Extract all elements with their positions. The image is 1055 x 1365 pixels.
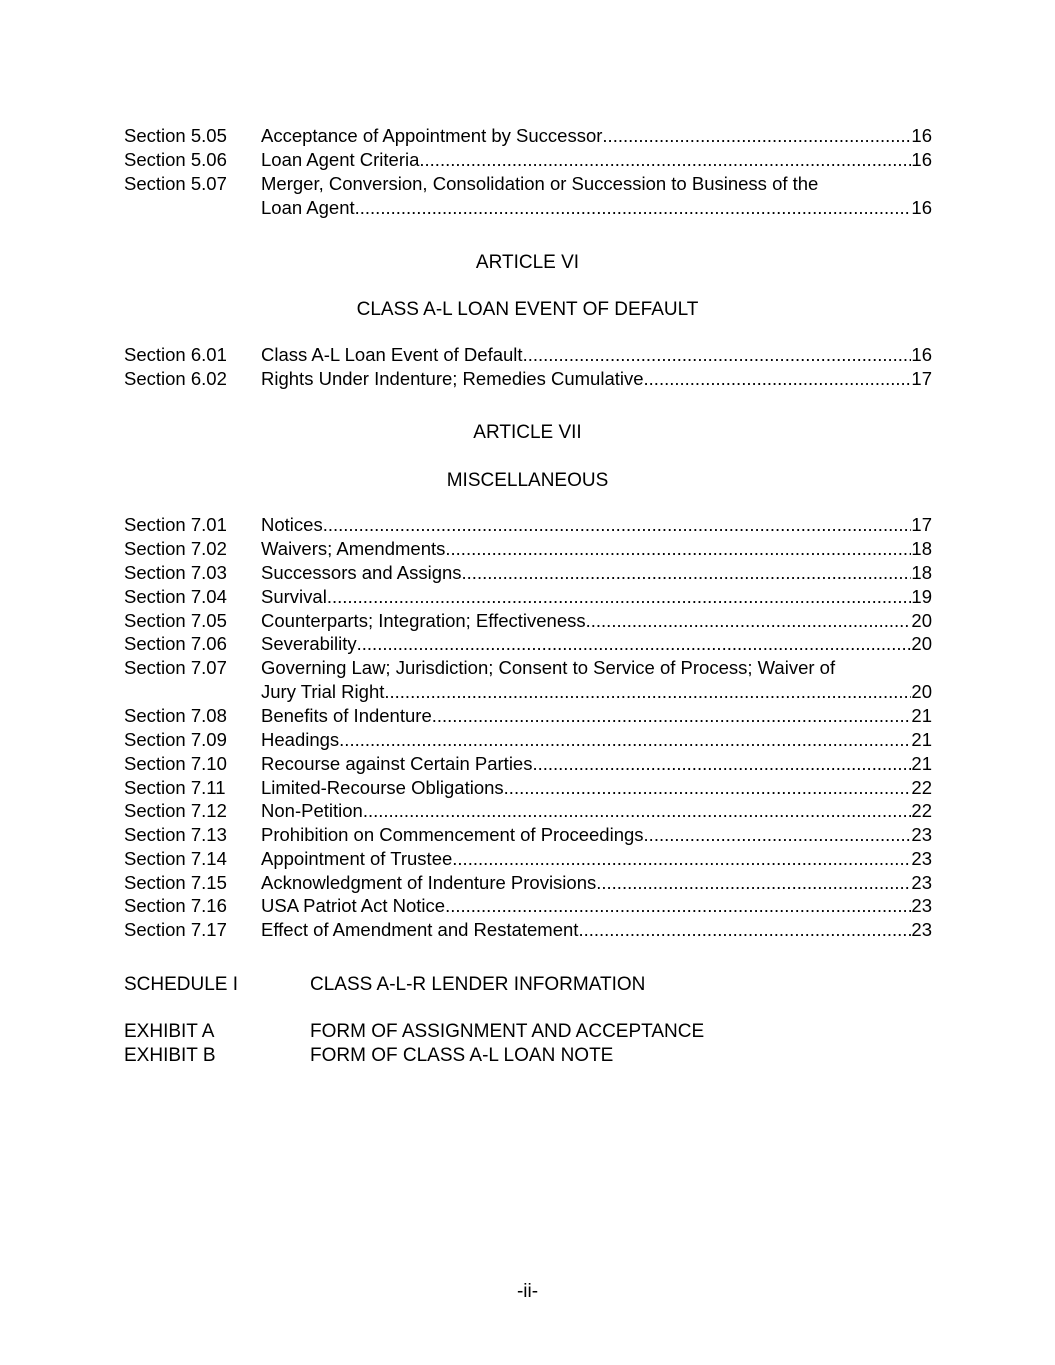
page-number: 23 (911, 848, 932, 869)
dot-leader (644, 823, 912, 847)
section-title: USA Patriot Act Notice (261, 895, 446, 916)
page-number: 21 (911, 705, 932, 726)
schedule-title: CLASS A-L-R LENDER INFORMATION (310, 974, 646, 995)
section-number: Section 7.13 (124, 824, 227, 845)
section-number: Section 5.05 (124, 125, 227, 146)
section-number: Section 7.17 (124, 919, 227, 940)
section-number: Section 7.02 (124, 538, 227, 559)
page-number: 20 (911, 633, 932, 654)
section-title: Recourse against Certain Parties (261, 753, 533, 774)
section-number: Section 7.03 (124, 562, 227, 583)
section-title: Appointment of Trustee (261, 848, 453, 869)
section-number: Section 6.02 (124, 368, 227, 389)
article-heading: ARTICLE VI (475, 252, 580, 273)
dot-leader (504, 776, 912, 800)
exhibit-title: FORM OF CLASS A-L LOAN NOTE (310, 1045, 614, 1066)
dot-leader (363, 799, 912, 823)
section-title: Acknowledgment of Indenture Provisions (261, 872, 597, 893)
dot-leader (578, 918, 911, 942)
dot-leader (339, 728, 911, 752)
toc-entry[interactable] (124, 585, 932, 609)
page-number: 19 (911, 586, 932, 607)
page-number: 16 (911, 197, 932, 218)
section-title: Survival (261, 586, 327, 607)
dot-leader (532, 752, 911, 776)
toc-entry[interactable] (124, 752, 932, 776)
toc-entry[interactable] (124, 656, 932, 680)
dot-leader (452, 847, 911, 871)
section-title: Waivers; Amendments (261, 538, 446, 559)
section-number: Section 5.07 (124, 173, 227, 194)
dot-leader (384, 680, 911, 704)
section-number: Section 5.06 (124, 149, 227, 170)
section-title: Effect of Amendment and Restatement (261, 919, 579, 940)
toc-entry[interactable] (124, 823, 932, 847)
section-title: Class A-L Loan Event of Default (261, 344, 523, 365)
article-subheading: CLASS A-L LOAN EVENT OF DEFAULT (356, 299, 699, 320)
toc-entry[interactable] (124, 894, 932, 918)
dot-leader (602, 124, 911, 148)
section-number: Section 7.06 (124, 633, 227, 654)
toc-entry[interactable] (124, 871, 932, 895)
exhibit-label: EXHIBIT B (124, 1045, 216, 1066)
toc-entry[interactable] (124, 561, 932, 585)
dot-leader (355, 196, 912, 220)
toc-entry[interactable] (124, 343, 932, 367)
section-title: Severability (261, 633, 357, 654)
section-title: Loan Agent (261, 197, 355, 218)
toc-entry[interactable] (124, 124, 932, 148)
section-number: Section 7.07 (124, 657, 227, 678)
toc-entry-continuation[interactable] (124, 196, 932, 220)
toc-entry[interactable] (124, 172, 932, 196)
page-number: 17 (911, 368, 932, 389)
dot-leader (644, 367, 912, 391)
exhibit-entry[interactable] (124, 1020, 932, 1044)
page-number: 22 (911, 777, 932, 798)
section-number: Section 7.01 (124, 514, 227, 535)
section-title: Counterparts; Integration; Effectiveness (261, 610, 586, 631)
toc-entry[interactable] (124, 728, 932, 752)
section-title: Limited-Recourse Obligations (261, 777, 504, 798)
article-subheading: MISCELLANEOUS (446, 470, 609, 491)
section-number: Section 7.14 (124, 848, 227, 869)
toc-entry[interactable] (124, 367, 932, 391)
section-title: Loan Agent Criteria (261, 149, 420, 170)
section-title: Benefits of Indenture (261, 705, 432, 726)
dot-leader (445, 894, 911, 918)
dot-leader (523, 343, 912, 367)
section-number: Section 7.09 (124, 729, 227, 750)
section-title: Successors and Assigns (261, 562, 462, 583)
dot-leader (462, 561, 912, 585)
dot-leader (432, 704, 912, 728)
section-title-line1: Governing Law; Jurisdiction; Consent to Service of Process; Waiver of (261, 657, 836, 678)
section-number: Section 6.01 (124, 344, 227, 365)
section-number: Section 7.10 (124, 753, 227, 774)
page-number: 18 (911, 562, 932, 583)
page-footer-number: -ii- (516, 1281, 539, 1302)
page-number: 22 (911, 800, 932, 821)
toc-entry[interactable] (124, 609, 932, 633)
dot-leader (586, 609, 912, 633)
section-title: Headings (261, 729, 340, 750)
section-title: Jury Trial Right (261, 681, 385, 702)
dot-leader (327, 585, 912, 609)
toc-entry[interactable] (124, 799, 932, 823)
schedule-entry[interactable] (124, 973, 932, 997)
page-number: 23 (911, 824, 932, 845)
page-number: 20 (911, 610, 932, 631)
page-number: 23 (911, 919, 932, 940)
dot-leader (596, 871, 911, 895)
exhibit-title: FORM OF ASSIGNMENT AND ACCEPTANCE (310, 1021, 705, 1042)
section-number: Section 7.05 (124, 610, 227, 631)
section-title: Acceptance of Appointment by Successor (261, 125, 603, 146)
section-title-line1: Merger, Conversion, Consolidation or Succession to Business of the (261, 173, 819, 194)
dot-leader (419, 148, 911, 172)
toc-entry[interactable] (124, 148, 932, 172)
page-number: 23 (911, 895, 932, 916)
section-number: Section 7.11 (124, 777, 226, 798)
toc-entry[interactable] (124, 918, 932, 942)
dot-leader (323, 513, 912, 537)
page-number: 20 (911, 681, 932, 702)
toc-entry[interactable] (124, 632, 932, 656)
section-number: Section 7.15 (124, 872, 227, 893)
page-number: 21 (911, 753, 932, 774)
toc-entry[interactable] (124, 776, 932, 800)
section-title: Non-Petition (261, 800, 363, 821)
page-number: 17 (911, 514, 932, 535)
page-number: 18 (911, 538, 932, 559)
page-number: 23 (911, 872, 932, 893)
toc-entry-continuation[interactable] (124, 680, 932, 704)
toc-entry[interactable] (124, 847, 932, 871)
page-number: 16 (911, 149, 932, 170)
toc-entry[interactable] (124, 513, 932, 537)
section-number: Section 7.16 (124, 895, 227, 916)
page-number: 16 (911, 125, 932, 146)
section-title: Notices (261, 514, 323, 535)
dot-leader (357, 632, 912, 656)
toc-entry[interactable] (124, 537, 932, 561)
article-heading: ARTICLE VII (473, 422, 582, 443)
toc-entry[interactable] (124, 704, 932, 728)
section-number: Section 7.12 (124, 800, 227, 821)
schedule-label: SCHEDULE I (124, 974, 239, 995)
section-title: Rights Under Indenture; Remedies Cumulative (261, 368, 644, 389)
section-title: Prohibition on Commencement of Proceedings (261, 824, 644, 845)
section-number: Section 7.04 (124, 586, 227, 607)
exhibit-entry[interactable] (124, 1044, 932, 1068)
dot-leader (445, 537, 911, 561)
exhibit-label: EXHIBIT A (124, 1021, 215, 1042)
page-number: 21 (911, 729, 932, 750)
page-number: 16 (911, 344, 932, 365)
section-number: Section 7.08 (124, 705, 227, 726)
